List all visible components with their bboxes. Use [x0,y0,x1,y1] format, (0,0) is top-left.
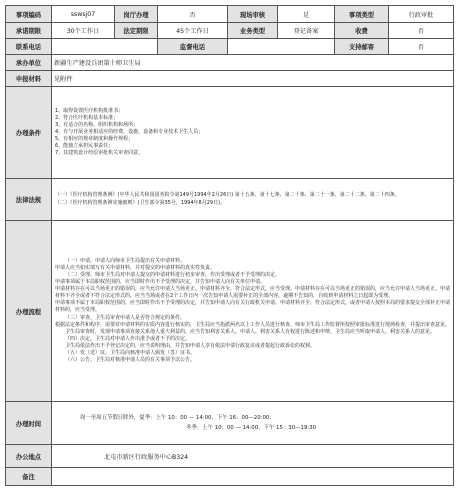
materials-value: 见附件 [52,71,454,87]
process-line: 申请人应当如实填写有关申请材料，并对提交的申请材料的真实性负责。 [55,265,216,272]
gang-label: 岗厅办理 [115,6,158,23]
hours-winter: 冬季：上午 10：00 — 14:00，下午 15：30—19:30 [186,425,317,431]
hours-summer: 周一至周五节假日除外，夏季：上午 10：00 — 14:00，下午 16：00—20:00； [80,415,275,421]
legal-label: 法定期限 [115,23,158,39]
type-value: 行政审批 [389,6,454,23]
condition-item: 7、其建筑设计经原审批机关审查同意。 [55,150,144,157]
promise-label: 承诺期限 [6,23,52,39]
legal-value: 45个工作日 [158,23,228,39]
row-materials [6,71,454,87]
row-process [6,221,454,402]
service-info-table [5,5,454,486]
address-label: 办公地点 [6,445,52,468]
row-phone [6,39,454,55]
process-line: （二）受理。师市卫生局对申请人提交的申请材料进行初步审查，作出受理或者不予受理的决定。 [65,272,281,279]
unit-label: 承办单位 [6,55,52,71]
site-value: 是 [278,6,335,23]
remarks-label: 备注 [6,468,52,486]
row-hours [6,402,454,445]
condition-item: 5、有相应的规章制度和操作规程； [55,136,134,143]
biz-value: 登记备案 [278,23,335,39]
process-line: （一）申请。申请人向师市卫生局提出有关申请材料。 [65,258,186,265]
phone-value [52,39,158,55]
condition-item: 6、能独立承担民事责任； [55,143,114,150]
law-item: （一）《医疗机构管理条例》(中华人民共和国国务院令第149号1994年2月26日) 第十五条、第十七条、第二十条、第二十一条、第二十二条、第二十四条。 [55,192,400,199]
monitor-label: 监督电话 [158,39,228,55]
law-label: 法律法规 [6,179,52,221]
type-label: 事项类型 [335,6,389,23]
process-line: （六）公告。卫生局对核准申请人员的有关事项予以公告。 [65,356,196,363]
site-label: 现场审核 [228,6,278,23]
mail-label: 支持邮寄 [335,39,389,55]
conditions-list [52,87,454,179]
law-list [52,179,454,221]
process-line: 申请事项不属于本局职权范围的，应当即时作出不予受理的决定，并告知申请人向有关行政机关申请。申请材料齐全、符合法定形式，或者申请人按照本局的要求提交全部补正申请材料的，应当受理。 [55,300,451,314]
row-law [6,179,454,221]
condition-item: 4、有与开展业务相适应的经费、设施、设备和专业技术卫生人员； [55,128,204,135]
condition-item: 1、取得设置医疗机构批准书； [55,107,124,114]
law-item: （二）《医疗机构管理条例实施细则》(卫生部令第35号，1994年8月29日)。 [55,199,226,206]
process-line: 卫生局依法作出不予登记决定的，应当说明理由，并告知申请人享有依法申请行政复议或者提起行政诉讼的权利。 [65,342,316,349]
row-conditions [6,87,454,179]
condition-item: 3、有适合的名称、组织机构和场所； [55,121,139,128]
process-line: 申请事项属于本局职权范围的，应当即时作出不予受理的决定，并告知申请人向有关单位申请。 [55,279,266,286]
process-line: 申请材料存在可以当场更正的错误的，应当允许申请人当场更正。申请材料齐全、符合法定形式，应当受理。申请材料存在可以当场更正的错误的，应当允许申请人当场更正。申请材料不齐全或者不符合法定形式的，应当当场或者在2个工作日内一次告知申请人需要补正的全部内容，逾期不告知的，自收到申请材料之日起即为受理。 [55,286,451,300]
process-line: 根据法定条件和程序，需要对申请材料的实质内容进行核实的，卫生局应当指派两名以上工作人员进行核查。师市卫生局工作监督所按照审批标准进行现场检查，并提出审查意见。 [55,321,451,328]
row-remarks [6,468,454,486]
unit-value: 新疆生产建设兵团第十师卫生局 [52,55,454,71]
process-text [52,221,454,402]
code-label: 事项编码 [6,6,52,23]
process-line: （三）审查。卫生局审查申请人是否符合规定的条件。 [65,314,186,321]
address-value: 北屯市新区行政服务中心B324 [52,445,454,468]
fee-value: 否 [389,23,454,39]
process-line: 卫生局审查时，发现申请事项直接关系他人重大利益的，应当告知利害关系人。申请人、利害关系人有权进行陈述和申辩。卫生局应当听取申请人、利害关系人的意见。 [65,328,436,335]
mail-value: 否 [389,39,454,55]
process-line: （五）发（送）证。卫生局向核准申请人颁发（签）证书。 [65,349,196,356]
conditions-label: 办理条件 [6,87,52,179]
phone-label: 联系电话 [6,39,52,55]
fee-label: 收费 [335,23,389,39]
monitor-value [228,39,335,55]
code-value: sswsj07 [52,6,115,23]
hours-text [52,402,454,445]
row-code [6,6,454,23]
hours-label: 办理时间 [6,402,52,445]
gang-value: 否 [158,6,228,23]
process-label: 办理流程 [6,221,52,402]
biz-label: 业务类型 [228,23,278,39]
materials-label: 申报材料 [6,71,52,87]
remarks-value [52,468,454,486]
process-line: （四）决定。卫生局对申请人作出准予或者不予的决定。 [65,335,191,342]
condition-item: 2、符合医疗机构基本标准； [55,114,119,121]
row-address [6,445,454,468]
row-promise [6,23,454,39]
row-unit [6,55,454,71]
promise-value: 30个工作日 [52,23,115,39]
